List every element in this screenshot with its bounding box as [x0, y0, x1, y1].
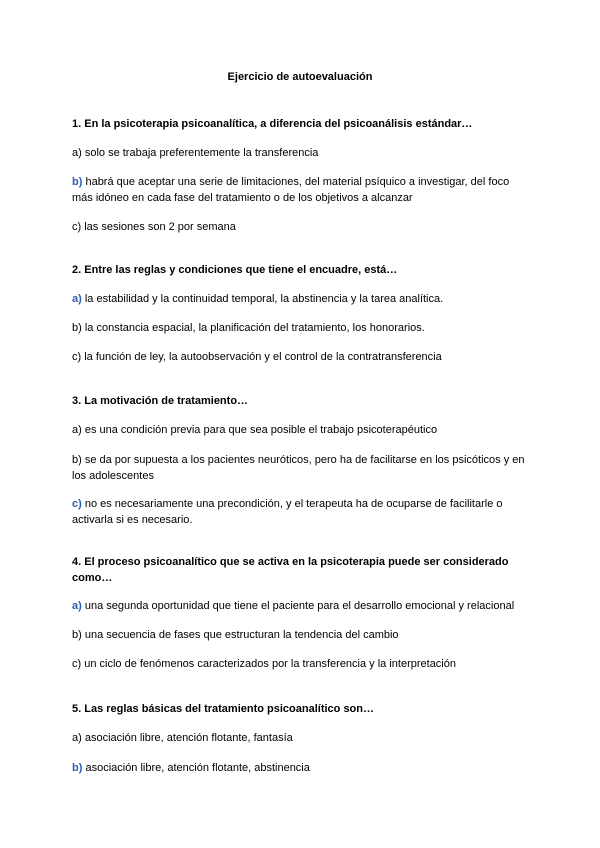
question-5: 5. Las reglas básicas del tratamiento psicoanalítico son…: [72, 703, 374, 715]
option-text: asociación libre, atención flotante, abstinencia: [85, 762, 310, 774]
option-text: la función de ley, la autoobservación y el control de la contratransferencia: [84, 351, 442, 363]
option-letter: b): [72, 629, 82, 641]
question-4: 4. El proceso psicoanalítico que se activa en la psicoterapia puede ser considerado como…: [72, 556, 509, 584]
question-2-option-b: [72, 320, 532, 336]
option-letter-correct: a): [72, 600, 82, 612]
question-2-option-a: [72, 291, 532, 307]
question-3-option-a: [72, 422, 532, 438]
option-text: una segunda oportunidad que tiene el paciente para el desarrollo emocional y relacional: [84, 600, 515, 612]
question-5-option-a: [72, 730, 532, 746]
option-text: no es necesariamente una precondición, y el terapeuta ha de ocuparse de facilitarle o activarla si es necesario.: [72, 498, 503, 526]
option-letter-correct: b): [72, 176, 83, 188]
question-3-option-c: [72, 496, 532, 528]
page-title: Ejercicio de autoevaluación: [227, 71, 373, 83]
option-letter: a): [72, 147, 82, 159]
option-letter: c): [72, 351, 82, 363]
option-letter: c): [72, 221, 82, 233]
option-letter: b): [72, 322, 82, 334]
option-text: asociación libre, atención flotante, fantasía: [84, 732, 293, 744]
option-letter: a): [72, 732, 82, 744]
question-2: 2. Entre las reglas y condiciones que tiene el encuadre, está…: [72, 264, 398, 276]
option-text: solo se trabaja preferentemente la transferencia: [84, 147, 319, 159]
question-3: 3. La motivación de tratamiento…: [72, 395, 249, 407]
question-4-option-c: [72, 656, 532, 672]
question-5-option-b: [72, 760, 532, 776]
question-4-option-a: [72, 598, 532, 614]
option-text: las sesiones son 2 por semana: [84, 221, 236, 233]
option-text: se da por supuesta a los pacientes neuróticos, pero ha de facilitarse en los psicóticos y en los adolescentes: [72, 454, 525, 482]
option-letter: c): [72, 658, 82, 670]
option-letter-correct: b): [72, 762, 83, 774]
option-text: es una condición previa para que sea posible el trabajo psicoterapéutico: [84, 424, 438, 436]
question-1-option-a: [72, 145, 532, 161]
option-text: la estabilidad y la continuidad temporal, la abstinencia y la tarea analítica.: [84, 293, 444, 305]
question-1-option-b: [72, 174, 532, 206]
option-letter-correct: c): [72, 498, 82, 510]
question-2-option-c: [72, 349, 532, 365]
option-text: habrá que aceptar una serie de limitaciones, del material psíquico a investigar, del foco más idóneo en cada fase del tratamiento o de los objetivos a alcanzar: [72, 176, 510, 204]
question-4-option-b: [72, 627, 532, 643]
option-text: una secuencia de fases que estructuran la tendencia del cambio: [84, 629, 399, 641]
option-letter: b): [72, 454, 82, 466]
option-letter: a): [72, 424, 82, 436]
option-text: la constancia espacial, la planificación del tratamiento, los honorarios.: [84, 322, 425, 334]
question-1: 1. En la psicoterapia psicoanalítica, a diferencia del psicoanálisis estándar…: [72, 118, 473, 130]
question-1-option-c: [72, 219, 532, 235]
option-letter-correct: a): [72, 293, 82, 305]
question-3-option-b: [72, 452, 532, 484]
option-text: un ciclo de fenómenos caracterizados por la transferencia y la interpretación: [84, 658, 456, 670]
